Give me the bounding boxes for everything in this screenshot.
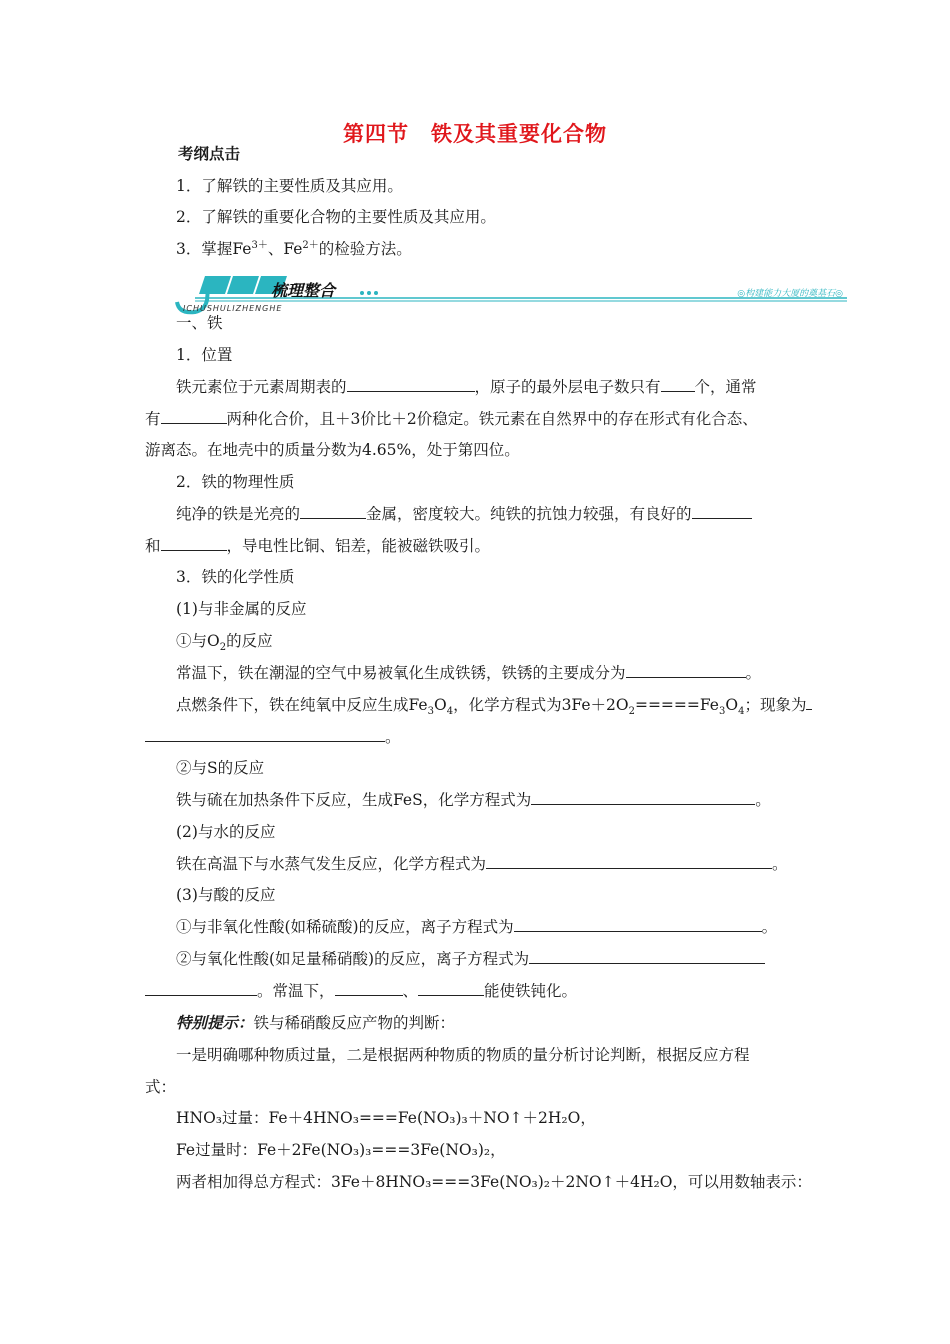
paragraph-line: 和 ，导电性比铜、铝差，能被磁铁吸引。 [145, 537, 491, 555]
kaogang-item-2: 2．了解铁的重要化合物的主要性质及其应用。 [176, 208, 496, 226]
paragraph-line: 。常温下， 、 能使铁钝化。 [145, 981, 577, 1001]
answer-blank [145, 981, 257, 996]
answer-blank [486, 854, 772, 869]
answer-blank [347, 377, 475, 392]
answer-blank [626, 663, 746, 678]
subheading-acid: (3)与酸的反应 [176, 886, 276, 904]
answer-blank [661, 377, 695, 392]
equation-line: 两者相加得总方程式：3Fe＋8HNO₃===3Fe(NO₃)₂＋2NO↑＋4H₂O，可以用数轴表示： [176, 1173, 812, 1191]
paragraph-line: ②与氧化性酸(如足量稀硝酸)的反应，离子方程式为 [176, 949, 765, 969]
subheading-physical: 2．铁的物理性质 [176, 473, 295, 491]
answer-blank [514, 917, 762, 932]
subheading-position: 1．位置 [176, 346, 233, 364]
paragraph-line: 常温下，铁在潮湿的空气中易被氧化生成铁锈，铁锈的主要成分为 。 [176, 664, 762, 682]
banner-block-1 [199, 276, 231, 294]
kaogang-item-1: 1．了解铁的主要性质及其应用。 [176, 177, 403, 195]
paragraph-line: 一是明确哪种物质过量，二是根据两种物质的物质的量分析讨论判断，根据反应方程 [176, 1046, 750, 1064]
paragraph-line: 有 两种化合价，且＋3价比＋2价稳定。铁元素在自然界中的存在形式有化合态、 [145, 410, 758, 428]
banner-block-2 [227, 276, 259, 294]
answer-blank [529, 949, 765, 964]
banner-dot-2 [367, 291, 371, 295]
subheading-nonmetal: (1)与非金属的反应 [176, 600, 307, 618]
section-heading: 一、铁 [176, 314, 223, 332]
answer-blank [531, 790, 755, 805]
page-title: 第四节 铁及其重要化合物 [343, 122, 607, 146]
tip-line: 特别提示：铁与稀硝酸反应产物的判断： [176, 1014, 456, 1032]
answer-blank [806, 695, 812, 710]
equation-line: Fe过量时：Fe＋2Fe(NO₃)₃===3Fe(NO₃)₂， [176, 1141, 506, 1159]
kaogang-item-3: 3．掌握$Fe^{3+}$、$Fe^{2+}$的检验方法。 [176, 239, 412, 258]
banner-dot-3 [374, 291, 378, 295]
kaogang-heading: 考纲点击 [178, 145, 241, 163]
answer-blank [161, 536, 227, 551]
subheading-chemical: 3．铁的化学性质 [176, 568, 295, 586]
paragraph-line: 点燃条件下，铁在纯氧中反应生成$Fe_3O_4$，化学方程式为$3Fe+2O_2=====Fe_3O_4$；现象为 [176, 695, 812, 715]
paragraph-line: 铁在高温下与水蒸气发生反应，化学方程式为 。 [176, 855, 788, 873]
equation-line: HNO₃过量：Fe＋4HNO₃===Fe(NO₃)₃＋NO↑＋2H₂O， [176, 1109, 596, 1127]
banner-dot-1 [360, 291, 364, 295]
paragraph-line: 式： [145, 1078, 177, 1096]
answer-blank [300, 504, 366, 519]
answer-blank [161, 409, 227, 424]
banner-slogan: ◎构建能力大厦的奠基石◎ [737, 289, 843, 299]
subheading-sulfur: ②与S的反应 [176, 759, 265, 777]
banner-label: 梳理整合 [271, 281, 336, 300]
paragraph-line: 纯净的铁是光亮的 金属，密度较大。纯铁的抗蚀力较强，有良好的 [176, 504, 752, 524]
subheading-water: (2)与水的反应 [176, 823, 276, 841]
paragraph-line: 。 [145, 727, 401, 747]
paragraph-line: ①与非氧化性酸(如稀硫酸)的反应，离子方程式为 。 [176, 918, 778, 936]
banner-pinyin: ICHUSHULIZHENGHE [183, 304, 283, 313]
answer-blank [418, 981, 484, 996]
answer-blank [692, 504, 752, 519]
subheading-o2: ①与$O_2$的反应 [176, 632, 273, 654]
paragraph-line: 铁元素位于元素周期表的 ，原子的最外层电子数只有 个，通常 [176, 378, 757, 396]
paragraph-line: 游离态。在地壳中的质量分数为4.65%，处于第四位。 [145, 441, 520, 459]
section-banner [175, 272, 847, 316]
tip-label: 特别提示： [176, 1014, 254, 1032]
paragraph-line: 铁与硫在加热条件下反应，生成FeS，化学方程式为 。 [176, 791, 771, 809]
answer-blank [145, 727, 385, 742]
answer-blank [335, 981, 403, 996]
